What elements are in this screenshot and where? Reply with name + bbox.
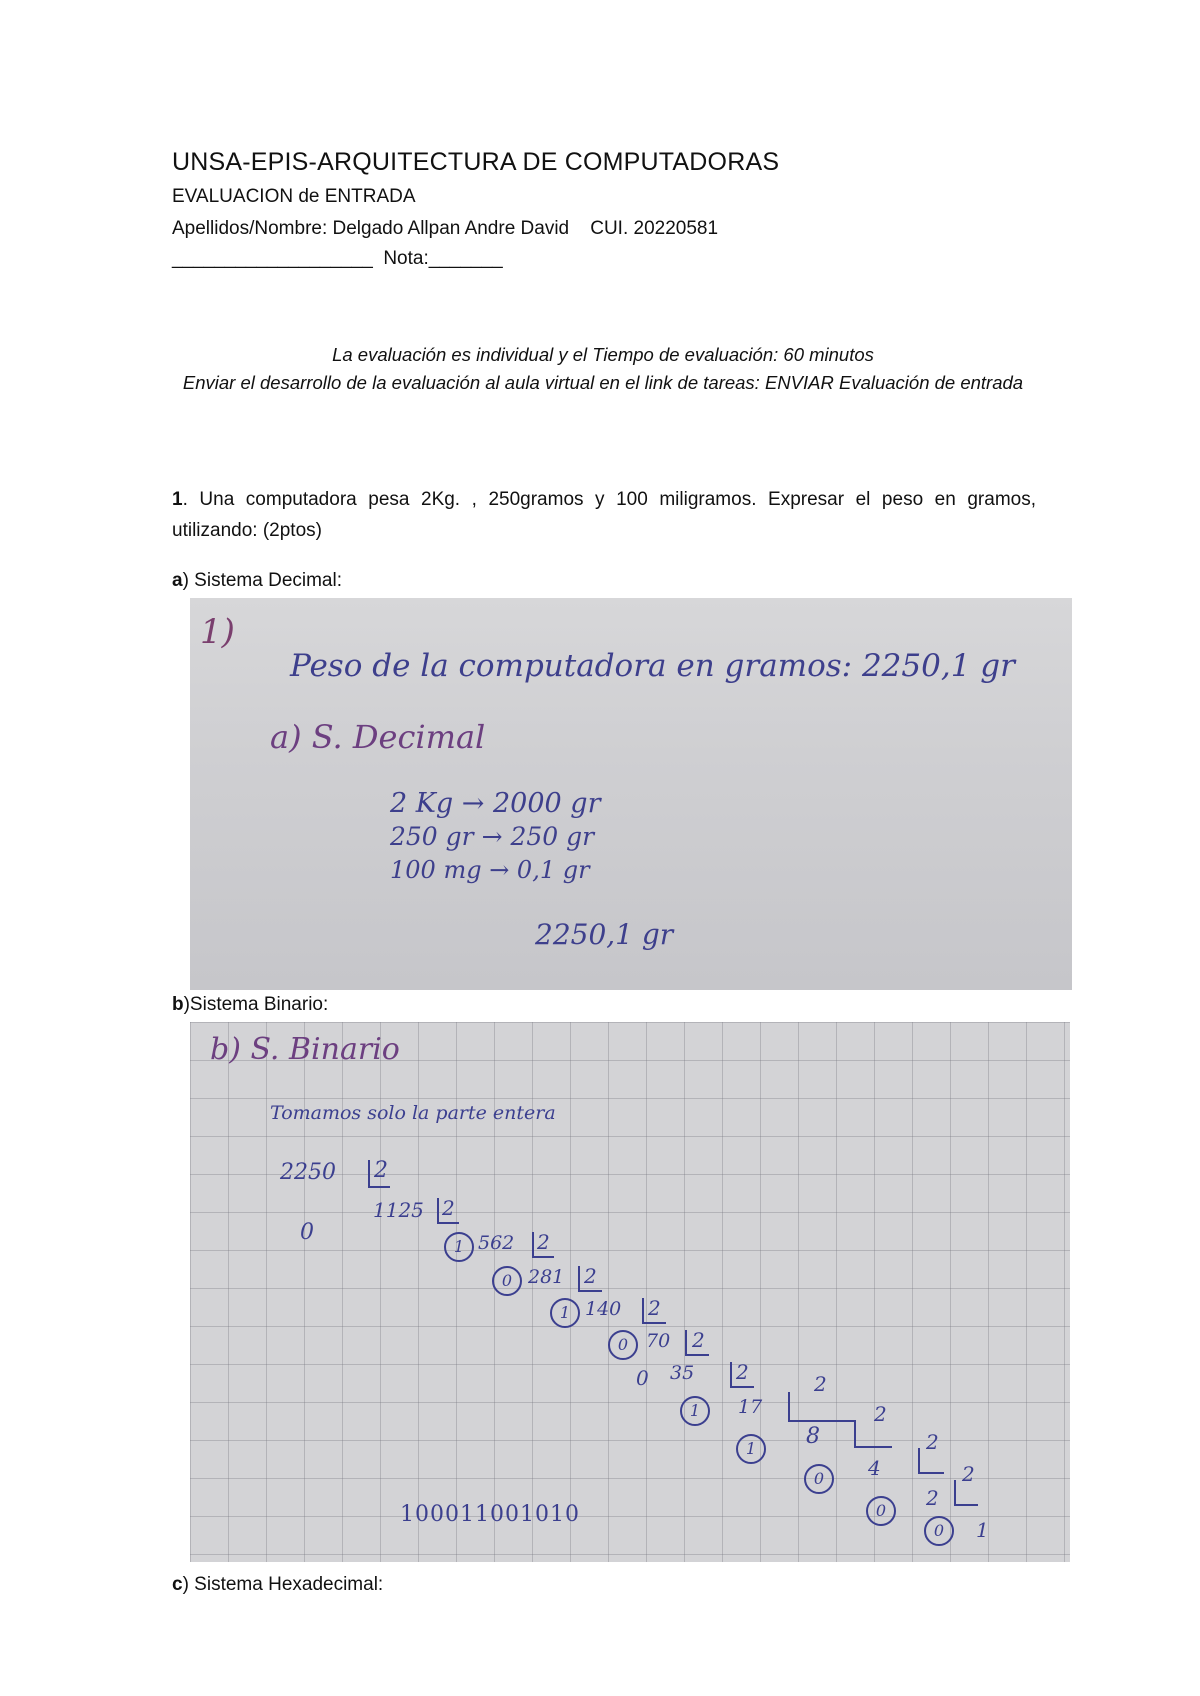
hw-remainder-10: 0	[924, 1516, 954, 1546]
section-c-label	[172, 1574, 383, 1596]
hw-question-number: 1)	[200, 612, 235, 652]
hw-dividend-1: 1125	[373, 1198, 424, 1222]
instruction-line-2: Enviar el desarrollo de la evaluación al aula virtual en el link de tareas: ENVIAR Evaluación de entrada	[182, 372, 1024, 393]
section-c-letter: c	[172, 1574, 183, 1595]
hw-divisor: 2	[962, 1462, 975, 1486]
hw-dividend-11: 1	[976, 1518, 989, 1542]
hw-divisor: 2	[442, 1196, 455, 1220]
hw-divisor: 2	[736, 1360, 749, 1384]
hw-integer-note: Tomamos solo la parte entera	[270, 1102, 556, 1124]
hw-divisor: 2	[584, 1264, 597, 1288]
hw-remainder-8: 0	[804, 1464, 834, 1494]
section-a-letter: a	[172, 570, 183, 591]
section-a-text: ) Sistema Decimal:	[182, 570, 342, 591]
hw-divisor: 2	[692, 1328, 705, 1352]
hw-remainder-2: 0	[492, 1266, 522, 1296]
question-text: . Una computadora pesa 2Kg. , 250gramos y 100 miligramos. Expresar el peso en gramos, utilizando: (2ptos)	[172, 489, 1036, 541]
hw-remainder-7: 1	[736, 1434, 766, 1464]
section-a-label	[172, 570, 342, 592]
section-b-text: )Sistema Binario:	[183, 994, 329, 1015]
hw-dividend-8: 8	[806, 1424, 820, 1449]
hw-dividend-4: 140	[585, 1298, 622, 1320]
instruction-line-1: La evaluación es individual y el Tiempo de evaluación: 60 minutos	[332, 344, 874, 365]
hw-dividend-10: 2	[926, 1486, 939, 1510]
section-b-label	[172, 994, 328, 1016]
hw-binary-heading: b) S. Binario	[210, 1032, 400, 1067]
hw-row-kg: 2 Kg → 2000 gr	[390, 788, 601, 819]
section-b-letter: b	[172, 994, 184, 1015]
hw-row-gr: 250 gr → 250 gr	[390, 822, 595, 851]
hw-total: 2250,1 gr	[535, 918, 674, 951]
hw-remainder-6: 1	[680, 1396, 710, 1426]
handwritten-binary-photo	[190, 1022, 1070, 1562]
hw-divisor: 2	[537, 1230, 550, 1254]
hw-row-mg: 100 mg → 0,1 gr	[390, 856, 590, 884]
hw-weight-heading: Peso de la computadora en gramos: 2250,1 gr	[290, 648, 1015, 684]
hw-dividend-6: 35	[670, 1362, 695, 1384]
hw-dividend-7: 17	[738, 1396, 763, 1418]
hw-remainder-0: 0	[300, 1220, 314, 1245]
student-line: Apellidos/Nombre: Delgado Allpan Andre David CUI. 20220581	[172, 218, 719, 239]
handwritten-decimal-photo	[190, 598, 1072, 990]
hw-divisor: 2	[926, 1430, 939, 1454]
hw-dividend-0: 2250	[280, 1160, 336, 1185]
hw-dividend-9: 4	[868, 1456, 881, 1480]
section-c-text: ) Sistema Hexadecimal:	[182, 1574, 384, 1595]
hw-remainder-4: 0	[608, 1330, 638, 1360]
hw-divisor: 2	[374, 1158, 388, 1183]
hw-remainder-9: 0	[866, 1496, 896, 1526]
hw-dividend-3: 281	[528, 1266, 565, 1288]
question-1	[172, 484, 1036, 546]
hw-remainder-5: 0	[636, 1366, 649, 1390]
question-number: 1	[172, 489, 183, 510]
page-subtitle: EVALUACION de ENTRADA	[172, 186, 416, 207]
hw-dividend-5: 70	[646, 1330, 671, 1352]
hw-divisor: 2	[874, 1402, 887, 1426]
hw-division-bracket	[788, 1392, 856, 1422]
page-title: UNSA-EPIS-ARQUITECTURA DE COMPUTADORAS	[172, 148, 780, 176]
hw-binary-result: 100011001010	[400, 1502, 580, 1527]
nota-line: ___________________ Nota:_______	[172, 248, 503, 269]
hw-remainder-3: 1	[550, 1298, 580, 1328]
hw-decimal-heading: a) S. Decimal	[270, 718, 486, 756]
hw-dividend-2: 562	[478, 1232, 515, 1254]
hw-divisor: 2	[814, 1372, 827, 1396]
hw-remainder-1: 1	[444, 1232, 474, 1262]
hw-divisor: 2	[648, 1296, 661, 1320]
